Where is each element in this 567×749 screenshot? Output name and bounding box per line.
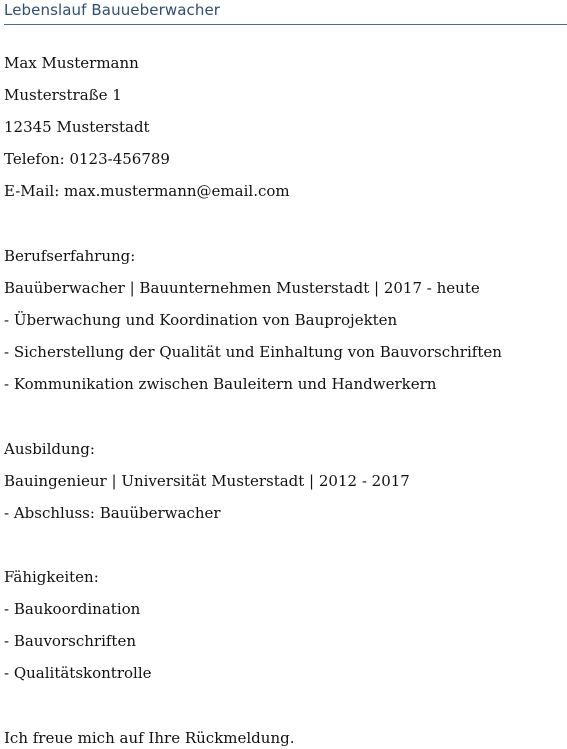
contact-city: 12345 Musterstadt [4, 118, 150, 136]
contact-street: Musterstraße 1 [4, 86, 122, 104]
contact-email: E-Mail: max.mustermann@email.com [4, 182, 290, 200]
list-item: - Qualitätskontrolle [4, 664, 152, 682]
education-heading: Ausbildung: [4, 440, 95, 458]
list-item: - Abschluss: Bauüberwacher [4, 504, 221, 522]
skills-heading: Fähigkeiten: [4, 568, 99, 586]
contact-name: Max Mustermann [4, 54, 139, 72]
experience-heading: Berufserfahrung: [4, 247, 136, 265]
list-item: - Bauvorschriften [4, 632, 136, 650]
education-degree: Bauingenieur | Universität Musterstadt | 2012 - 2017 [4, 472, 410, 490]
closing-sentence: Ich freue mich auf Ihre Rückmeldung. [4, 729, 295, 747]
contact-phone: Telefon: 0123-456789 [4, 150, 170, 168]
list-item: - Baukoordination [4, 600, 141, 618]
list-item: - Kommunikation zwischen Bauleitern und Handwerkern [4, 375, 437, 393]
document-header [4, 0, 567, 25]
list-item: - Sicherstellung der Qualität und Einhaltung von Bauvorschriften [4, 343, 502, 361]
document-title: Lebenslauf Bauueberwacher [4, 1, 221, 19]
list-item: - Überwachung und Koordination von Bauprojekten [4, 311, 398, 329]
experience-position: Bauüberwacher | Bauunternehmen Musterstadt | 2017 - heute [4, 279, 480, 297]
